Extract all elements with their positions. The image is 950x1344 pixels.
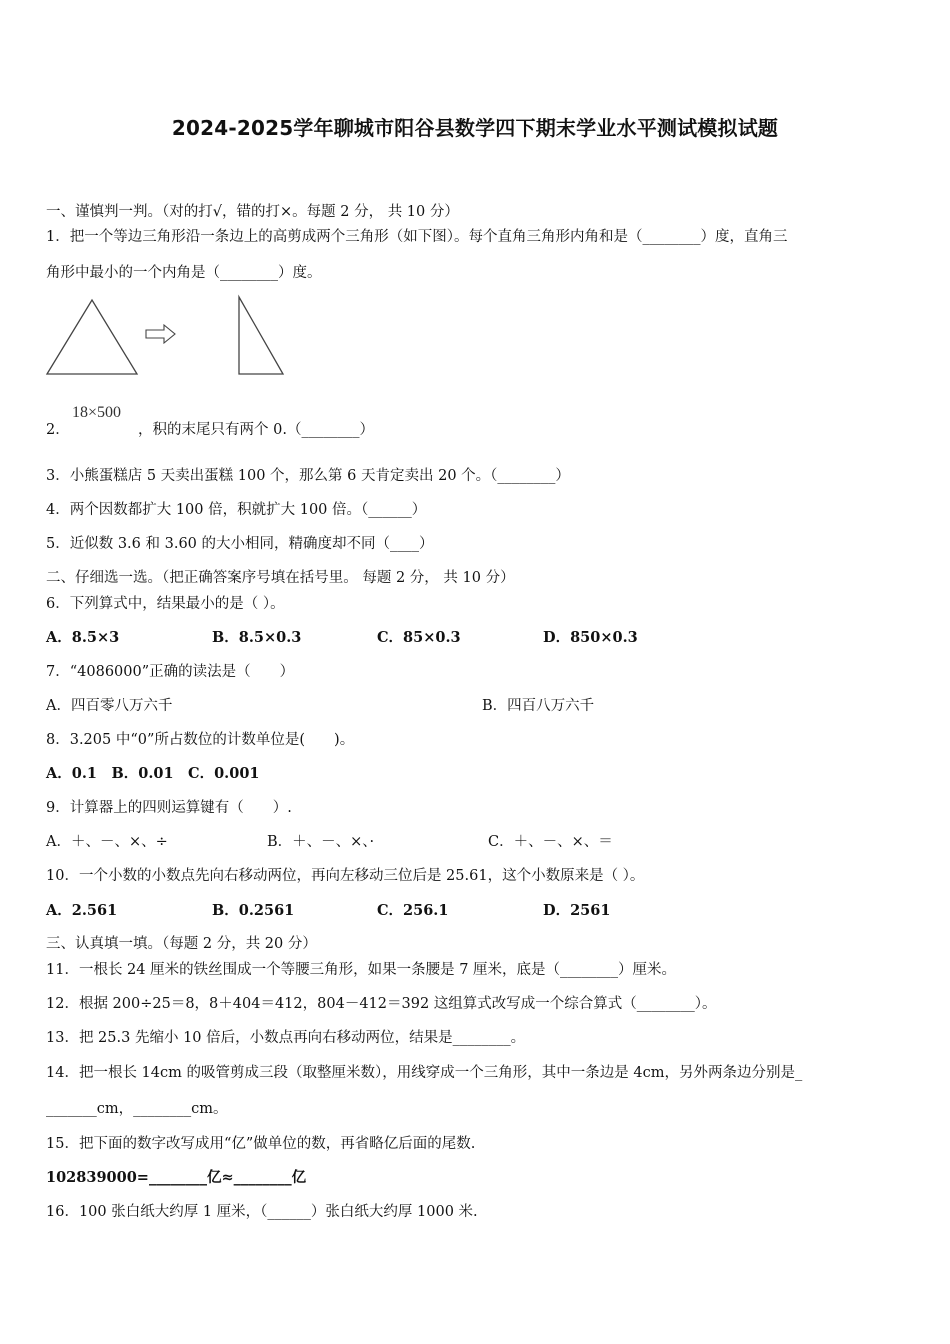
question-9: 9．计算器上的四则运算键有（ ）.	[46, 800, 292, 816]
question-6-option-c[interactable]: C．85×0.3	[377, 629, 461, 646]
question-10: 10．一个小数的小数点先向右移动两位，再向左移动三位后是 25.61，这个小数原来是（ ）。	[46, 868, 645, 884]
right-triangle	[239, 297, 283, 374]
question-9-option-a[interactable]: A．＋、－、×、÷	[46, 834, 168, 850]
question-2-text: ，积的末尾只有两个 0.（________）	[138, 422, 374, 438]
question-6-option-a[interactable]: A．8.5×3	[46, 629, 120, 646]
question-1-line-2: 角形中最小的一个内角是（________）度。	[46, 265, 322, 281]
question-12: 12．根据 200÷25＝8，8＋404＝412，804－412＝392 这组算式改写成一个综合算式（________）。	[46, 996, 717, 1012]
question-7: 7．“4086000”正确的读法是（ ）	[46, 664, 295, 680]
question-1-line-1: 1．把一个等边三角形沿一条边上的高剪成两个三角形（如下图）。每个直角三角形内角和是（________）度，直角三	[46, 229, 788, 245]
question-15-line-2: 102839000=________亿≈________亿	[46, 1169, 307, 1186]
question-14-line-2: _______cm，________cm。	[46, 1101, 228, 1117]
question-15-line-1: 15．把下面的数字改写成用“亿”做单位的数，再省略亿后面的尾数.	[46, 1136, 476, 1152]
question-3: 3．小熊蛋糕店 5 天卖出蛋糕 100 个，那么第 6 天肯定卖出 20 个。（________）	[46, 468, 570, 484]
question-6-option-b[interactable]: B．8.5×0.3	[212, 629, 302, 646]
question-10-option-b[interactable]: B．0.2561	[212, 902, 295, 919]
question-5: 5．近似数 3.6 和 3.60 的大小相同，精确度却不同（____）	[46, 536, 434, 552]
question-10-option-a[interactable]: A．2.561	[46, 902, 118, 919]
triangle-figure	[44, 292, 294, 382]
question-10-option-c[interactable]: C．256.1	[377, 902, 449, 919]
question-8: 8．3.205 中“0”所占数位的计数单位是( )。	[46, 732, 355, 748]
question-7-option-a[interactable]: A．四百零八万六千	[46, 698, 173, 714]
question-9-option-c[interactable]: C．＋、－、×、＝	[488, 834, 613, 850]
question-14-line-1: 14．把一根长 14cm 的吸管剪成三段（取整厘米数），用线穿成一个三角形，其中一条边是 4cm，另外两条边分别是_	[46, 1065, 803, 1081]
question-6: 6．下列算式中，结果最小的是（ ）。	[46, 596, 285, 612]
question-16: 16．100 张白纸大约厚 1 厘米，（______）张白纸大约厚 1000 米.	[46, 1204, 478, 1220]
section-2-heading: 二、仔细选一选。（把正确答案序号填在括号里。 每题 2 分， 共 10 分）	[46, 570, 515, 586]
equilateral-triangle	[47, 300, 137, 374]
section-1-heading: 一、谨慎判一判。（对的打√，错的打×。每题 2 分， 共 10 分）	[46, 204, 459, 220]
question-13: 13．把 25.3 先缩小 10 倍后，小数点再向右移动两位，结果是________。	[46, 1030, 526, 1046]
question-2-expression: 18×500	[72, 404, 122, 421]
question-2-number: 2．	[46, 422, 70, 438]
question-7-option-b[interactable]: B．四百八万六千	[482, 698, 595, 714]
section-3-heading: 三、认真填一填。（每题 2 分，共 20 分）	[46, 936, 317, 952]
question-11: 11．一根长 24 厘米的铁丝围成一个等腰三角形，如果一条腰是 7 厘米，底是（________）厘米。	[46, 962, 677, 978]
question-4: 4．两个因数都扩大 100 倍，积就扩大 100 倍。（______）	[46, 502, 427, 518]
question-6-option-d[interactable]: D．850×0.3	[543, 629, 638, 646]
question-8-options[interactable]: A．0.1 B．0.01 C．0.001	[46, 765, 260, 782]
question-9-option-b[interactable]: B．＋、－、×、·	[267, 834, 375, 850]
page-title: 2024-2025学年聊城市阳谷县数学四下期末学业水平测试模拟试题	[171, 116, 779, 140]
arrow-icon	[146, 325, 175, 343]
question-10-option-d[interactable]: D．2561	[543, 902, 611, 919]
